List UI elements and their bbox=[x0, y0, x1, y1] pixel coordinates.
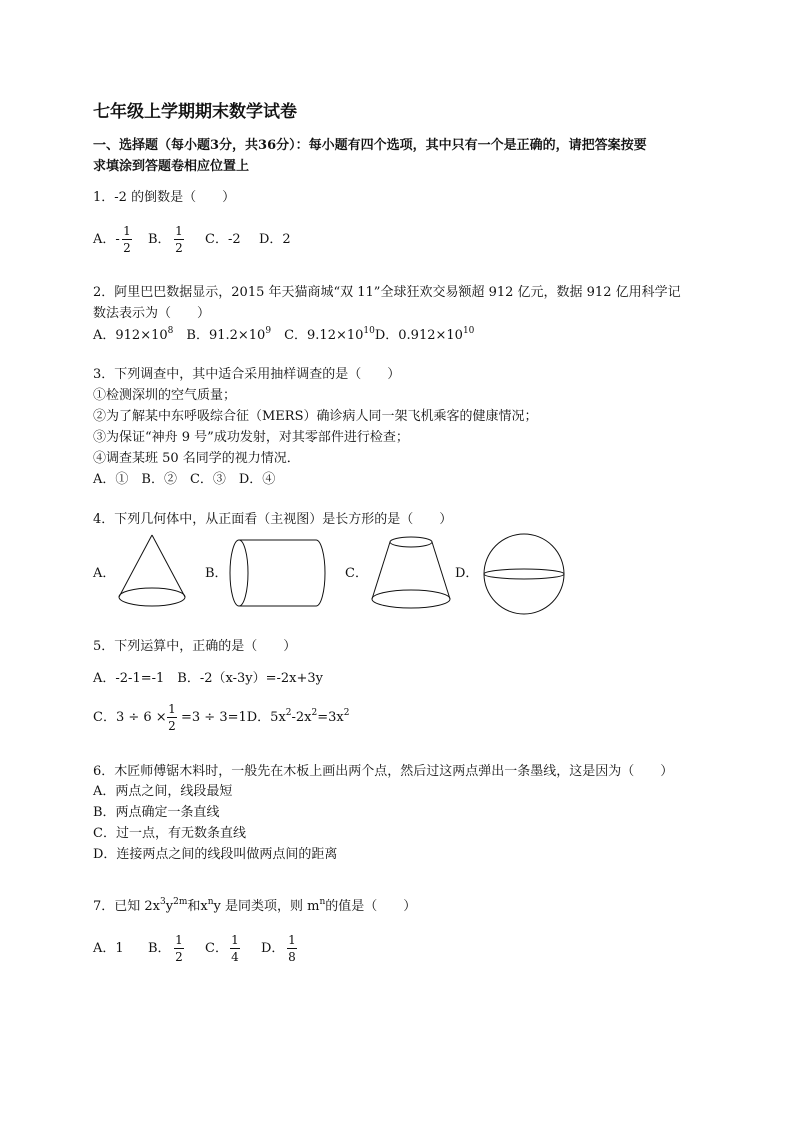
q1-a-denominator: 2 bbox=[123, 241, 131, 255]
q1-option-a-prefix: A．- bbox=[93, 232, 120, 247]
section-header-line1: 一、选择题（每小题3分，共36分）：每小题有四个选项，其中只有一个是正确的，请把答案按要 bbox=[93, 138, 647, 153]
q7-option-c-prefix: C． bbox=[205, 941, 228, 956]
q5-c-post: =3 ÷ 3=1D．5x bbox=[181, 710, 286, 725]
q5-stem: 5．下列运算中，正确的是（ ） bbox=[93, 639, 297, 654]
q2-c-exponent: 10 bbox=[363, 326, 375, 336]
q7-c-numerator: 1 bbox=[231, 933, 239, 947]
q5-option-c-rest bbox=[181, 708, 350, 725]
q4-option-a: A． bbox=[93, 566, 116, 581]
fraction-bar bbox=[174, 239, 184, 240]
q1-stem: 1．-2 的倒数是（ ） bbox=[93, 190, 236, 205]
q6-option-a: A．两点之间，线段最短 bbox=[93, 784, 233, 799]
q4-option-b: B． bbox=[205, 566, 228, 581]
q2-b-exponent: 9 bbox=[265, 326, 272, 336]
q3-item-3: ③为保证“神舟 9 号”成功发射，对其零部件进行检查； bbox=[93, 430, 409, 445]
q7-post1: y 是同类项，则 m bbox=[213, 899, 320, 914]
exponent: 2 bbox=[311, 708, 318, 718]
q7-option-b-prefix: B． bbox=[148, 941, 171, 956]
exponent: 2 bbox=[285, 708, 292, 718]
cone-figure bbox=[115, 533, 195, 613]
q2-stem-line1: 2．阿里巴巴数据显示，2015 年天猫商城“双 11”全球狂欢交易额超 912 亿元，数据 912 亿用科学记 bbox=[93, 285, 681, 300]
exponent: 2m bbox=[173, 897, 188, 907]
q3-item-4: ④调查某班 50 名同学的视力情况． bbox=[93, 451, 300, 466]
fraction-bar bbox=[122, 239, 132, 240]
page-title: 七年级上学期期末数学试卷 bbox=[93, 102, 297, 122]
q7-pre: 7．已知 2x bbox=[93, 899, 161, 914]
q5-c-mid2: =3x bbox=[317, 710, 344, 725]
section-header-line2: 求填涂到答题卷相应位置上 bbox=[93, 159, 250, 174]
q7-d-numerator: 1 bbox=[288, 933, 296, 947]
q6-option-d: D．连接两点之间的线段叫做两点间的距离 bbox=[93, 847, 338, 862]
q1-option-c: C．-2 bbox=[205, 232, 241, 247]
q7-c-denominator: 4 bbox=[231, 950, 239, 964]
q3-item-2: ②为了解某中东呼吸综合征（MERS）确诊病人同一架飞机乘客的健康情况； bbox=[93, 409, 538, 424]
sphere-figure bbox=[481, 533, 567, 619]
q1-b-denominator: 2 bbox=[175, 241, 183, 255]
q3-stem: 3．下列调查中，其中适合采用抽样调查的是（ ） bbox=[93, 367, 401, 382]
q1-a-numerator: 1 bbox=[123, 224, 131, 238]
exponent: 3 bbox=[160, 897, 166, 907]
q7-mid: 和x bbox=[187, 899, 208, 914]
q7-stem bbox=[93, 897, 417, 914]
q5-c-denominator: 2 bbox=[168, 719, 176, 733]
q4-stem: 4．下列几何体中，从正面看（主视图）是长方形的是（ ） bbox=[93, 512, 453, 527]
q5-c-mid: -2x bbox=[291, 710, 312, 725]
q3-item-1: ①检测深圳的空气质量； bbox=[93, 388, 237, 403]
fraction-bar bbox=[174, 948, 184, 949]
q7-b-numerator: 1 bbox=[175, 933, 183, 947]
q2-option-c: C．9.12×10 bbox=[284, 328, 364, 343]
fraction-bar bbox=[230, 948, 240, 949]
fraction-bar bbox=[287, 948, 297, 949]
q2-stem-line2: 数法表示为（ ） bbox=[93, 306, 211, 321]
exponent: 2 bbox=[343, 708, 350, 718]
q7-post2: 的值是（ ） bbox=[325, 899, 417, 914]
q2-options bbox=[93, 326, 475, 343]
q4-option-c: C． bbox=[345, 566, 368, 581]
q7-option-d-prefix: D． bbox=[261, 941, 285, 956]
q5-options-ab: A．-2-1=-1 B．-2（x-3y）=-2x+3y bbox=[93, 671, 323, 686]
q6-stem: 6．木匠师傅锯木料时，一般先在木板上画出两个点，然后过这两点弹出一条墨线，这是因为（ ） bbox=[93, 764, 674, 779]
exponent: n bbox=[319, 897, 326, 907]
q4-option-d: D． bbox=[455, 566, 479, 581]
q2-option-d: D．0.912×10 bbox=[374, 328, 463, 343]
fraction-bar bbox=[167, 717, 177, 718]
exponent: n bbox=[207, 897, 214, 907]
q2-option-a: A．912×10 bbox=[93, 328, 168, 343]
q2-option-b: B．91.2×10 bbox=[186, 328, 266, 343]
q1-b-numerator: 1 bbox=[175, 224, 183, 238]
q1-option-b-prefix: B． bbox=[148, 232, 171, 247]
q7-d-denominator: 8 bbox=[288, 950, 296, 964]
frustum-figure bbox=[368, 535, 458, 615]
q5-c-numerator: 1 bbox=[168, 702, 176, 716]
q3-options: A．① B．② C．③ D．④ bbox=[93, 472, 276, 487]
cylinder-figure bbox=[228, 538, 328, 610]
q7-b-denominator: 2 bbox=[175, 950, 183, 964]
q7-option-a: A．1 bbox=[93, 941, 124, 956]
q2-d-exponent: 10 bbox=[462, 326, 475, 336]
q6-option-b: B．两点确定一条直线 bbox=[93, 805, 220, 820]
q7-var-y: y bbox=[165, 899, 174, 914]
q2-a-exponent: 8 bbox=[167, 326, 174, 336]
q6-option-c: C．过一点，有无数条直线 bbox=[93, 826, 246, 841]
q1-option-d: D．2 bbox=[259, 232, 291, 247]
q5-option-c-prefix: C．3 ÷ 6 × bbox=[93, 710, 167, 725]
